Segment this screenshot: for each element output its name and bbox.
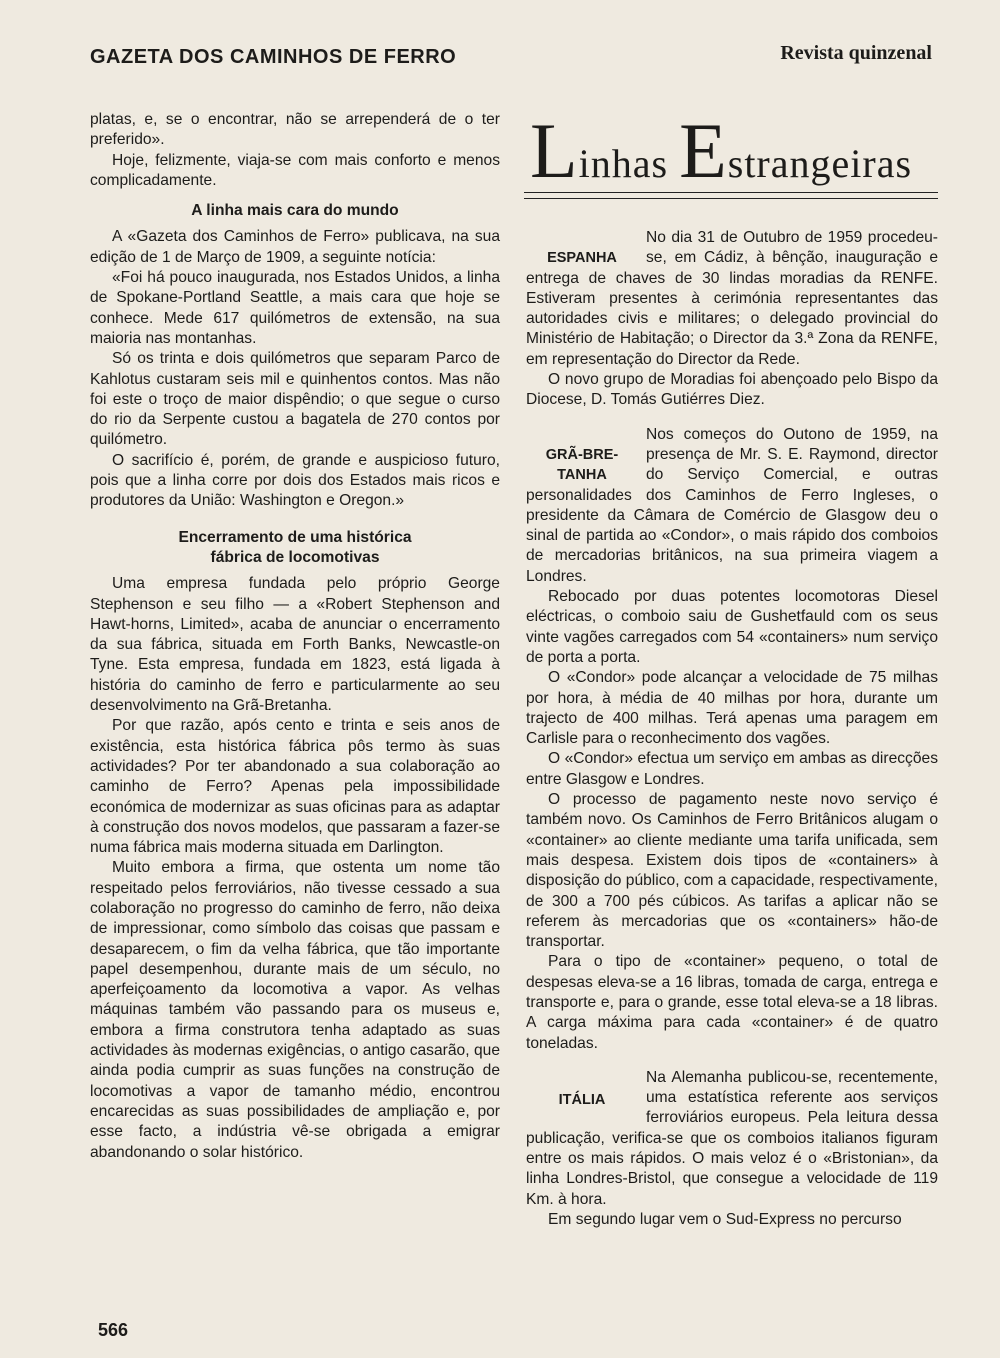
section-title-line: Encerramento de uma histórica <box>178 528 412 546</box>
section-title-factory-closure <box>90 528 500 569</box>
entry-italy <box>526 1068 938 1230</box>
entry-paragraph: No dia 31 de Outubro de 1959 procedeu-se, em Cádiz, à bênção, inauguração e entrega de chaves de 30 lindas moradias da RENFE. Estiveram presentes à cerimónia representantes das autoridades civis e militares; o delegado provincial do Ministério de Habitação; o Director da 3.ª Zona da RENFE, em representação do Director da Rede. <box>526 229 938 368</box>
entry-spain <box>526 228 938 411</box>
page-number: 566 <box>98 1320 129 1340</box>
section1-paragraph: O sacrifício é, porém, de grande e auspicioso futuro, pois que a linha corre por dois dos Estados mais ricos e produtores da União: Washington e Oregon.» <box>90 451 500 510</box>
banner-title <box>530 107 936 194</box>
section2-paragraph: Muito embora a firma, que ostenta um nome tão respeitado pelos ferroviários, não tivesse cessado a sua colaboração no progresso do caminho de ferro, não deixa de impressionar, como símbolo das coisas que passam e desaparecem, o fim da velha fábrica, que tão importante papel desempenhou, durante mais de um século, no aperfeiçoamento da locomotiva a vapor. As velhas máquinas também vão passando para os museus e, embora a firma construtora tenha adaptado as suas actividades às modernas exigências, o antigo casarão, que ainda podia cumprir as suas funções na construção de locomotivas a vapor de tamanho médio, encontrou encarecidas as suas possibilidades de ampliação e, por esse facto, a indústria vê-se obrigada a emigrar abandonando o solar histórico. <box>90 859 500 1161</box>
country-label: ESPANHA <box>547 250 617 266</box>
entry-paragraph: Em segundo lugar vem o Sud-Express no percurso <box>548 1210 902 1228</box>
banner-word: inhas <box>578 141 680 186</box>
journal-title: GAZETA DOS CAMINHOS DE FERRO <box>90 46 457 68</box>
entry-paragraph: Rebocado por duas potentes locomotoras Diesel eléctricas, o comboio saiu de Gushetfauld com os seus vinte vagões carregados com 54 «containers» num serviço de porta a porta. <box>526 588 938 666</box>
banner-rule <box>524 192 938 193</box>
banner-rule <box>524 198 938 199</box>
country-label-line: GRÃ-BRE- <box>545 446 619 463</box>
section-title-costliest-line: A linha mais cara do mundo <box>191 202 399 220</box>
country-label <box>526 445 638 486</box>
section1-paragraph: Só os trinta e dois quilómetros que separam Parco de Kahlotus custaram seis mil e quinhentos contos. Mas não foi este o troço de maior dispêndio; o que segue o curso do rio da Serpente custou a bagatela de 270 contos por quilómetro. <box>90 350 500 449</box>
right-column <box>526 228 938 1244</box>
entry-paragraph: O novo grupo de Moradias foi abençoado pelo Bispo da Diocese, D. Tomás Gutiérres Diez. <box>526 371 938 409</box>
entry-paragraph: Para o tipo de «container» pequeno, o total de despesas eleva-se a 16 libras, tomada de carga, entrega e transporte e, para o grande, esse total eleva-se a 18 libras. A carga máxima para cada «container» é de quatro toneladas. <box>526 953 938 1052</box>
country-label-line: TANHA <box>557 466 607 483</box>
section2-paragraph: Uma empresa fundada pelo próprio George Stephenson e seu filho — a «Robert Stephenson and Hawt-horns, Limited», acaba de anunciar o encerramento da sua fábrica, situada em Forth Banks, Newcastle-on Tyne. Esta empresa, fundada em 1823, está ligada à história do caminho de ferro e particularmente ao seu desenvolvimento na Grã-Bretanha. <box>90 575 500 715</box>
banner-initial: L <box>530 107 579 194</box>
entry-paragraph: Nos começos do Outono de 1959, na presença de Mr. S. E. Raymond, director do Serviço Comercial, e outras personalidades dos Caminhos de Ferro Ingleses, o presidente da Câmara de Comércio de Glasgow deu o sinal de partida ao «Condor», o mais rápido dos comboios de mercadorias britânicos, na sua primeira viagem a Londres. <box>526 425 938 585</box>
section1-paragraph: A «Gazeta dos Caminhos de Ferro» publicava, na sua edição de 1 de Março de 1909, a seguinte notícia: <box>90 228 500 266</box>
section1-paragraph: «Foi há pouco inaugurada, nos Estados Unidos, a linha de Spokane-Portland Seattle, a mais cara que hoje se conhece. Mede 617 quilómetros de extensão, na sua maioria nas montanhas. <box>90 269 500 347</box>
entry-paragraph: O processo de pagamento neste novo serviço é também novo. Os Caminhos de Ferro Britânicos alugam o «container» ao cliente mediante uma tarifa unificada, sem mais despesa. Existem dois tipos de «containers» à disposição do público, com a capacidade, respectivamente, de 300 a 700 pés cúbicos. As tarifas a aplicar não se referem às mercadorias que os «containers» hão-de transportar. <box>526 791 938 951</box>
entry-great-britain <box>526 425 938 1054</box>
journal-subtitle: Revista quinzenal <box>780 42 932 64</box>
banner-initial: E <box>679 107 728 194</box>
intro-paragraph-2: Hoje, felizmente, viaja-se com mais conforto e menos complicadamente. <box>90 151 500 189</box>
left-column <box>90 110 500 1163</box>
section-title-line: fábrica de locomotivas <box>210 548 380 566</box>
country-label: ITÁLIA <box>558 1091 606 1108</box>
banner-word: strangeiras <box>727 141 913 186</box>
entry-paragraph: Na Alemanha publicou-se, recentemente, uma estatística referente aos serviços ferroviários europeus. Pela leitura dessa publicação, verifica-se que os comboios italianos figuram entre os mais rápidos. O mais veloz é o «Bristonian», da linha Londres-Bristol, que consegue a velocidade de 119 Km. à hora. <box>526 1068 938 1208</box>
foreign-lines-banner <box>524 106 938 206</box>
entry-paragraph: O «Condor» efectua um serviço em ambas as direcções entre Glasgow e Londres. <box>526 750 938 788</box>
entry-paragraph: O «Condor» pode alcançar a velocidade de 75 milhas por hora, à média de 40 milhas por hora, durante um trajecto de 400 milhas. Terá apenas uma paragem em Carlisle para o reconhecimento dos vagões. <box>526 669 938 748</box>
section2-paragraph: Por que razão, após cento e trinta e seis anos de existência, esta histórica fábrica pôs termo às suas actividades? Por ter abandonado a sua colaboração ao caminho de Ferro? Apenas pela impossibilidade económica de modernizar as suas oficinas para as adaptar à construção dos novos modelos, que passaram a fazer-se numa fábrica mais moderna situada em Darlington. <box>90 717 500 857</box>
intro-paragraph-1: platas, e, se o encontrar, não se arrependerá de o ter preferido». <box>90 111 500 149</box>
